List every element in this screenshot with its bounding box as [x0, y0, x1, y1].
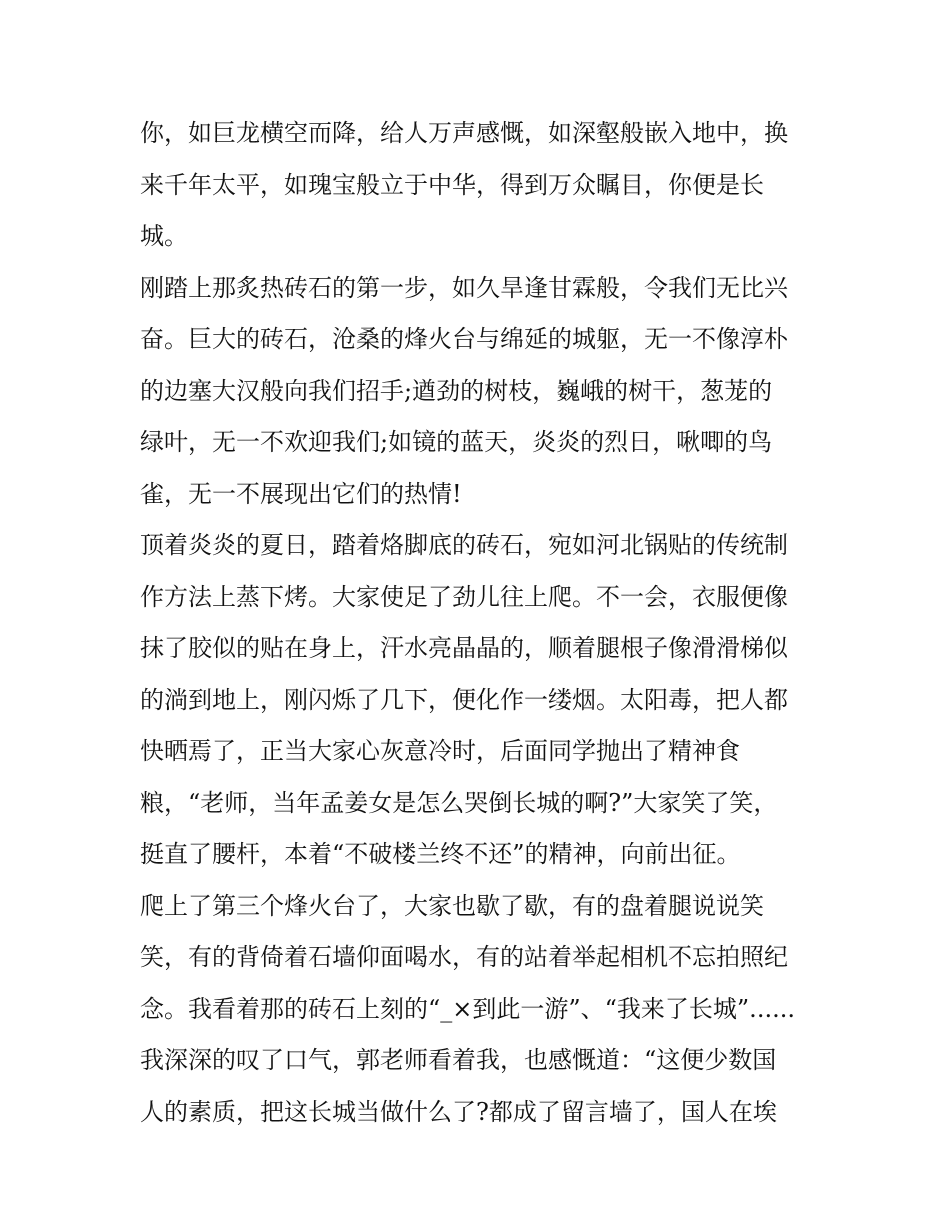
text-line: 粮，“老师，当年孟姜女是怎么哭倒长城的啊?”大家笑了笑，: [140, 788, 778, 817]
text-line: 挺直了腰杆，本着“不破楼兰终不还”的精神，向前出征。: [140, 840, 741, 868]
text-line: 绿叶，无一不欢迎我们;如镜的蓝天，炎炎的烈日，啾唧的鸟: [140, 428, 773, 456]
text-line: 城。: [140, 222, 188, 250]
essay-text: [140, 108, 820, 1138]
text-line: 人的素质，把这长城当做什么了?都成了留言墙了，国人在埃: [140, 1097, 777, 1126]
text-line: 的淌到地上，刚闪烁了几下，便化作一缕烟。太阳毒，把人都: [140, 685, 788, 714]
text-line: 奋。巨大的砖石，沧桑的烽火台与绵延的城躯，无一不像淳朴: [140, 325, 788, 353]
text-line: 你，如巨龙横空而降，给人万声感慨，如深壑般嵌入地中，换: [140, 119, 788, 147]
text-line: 爬上了第三个烽火台了，大家也歇了歇，有的盘着腿说说笑: [140, 891, 764, 920]
text-line: 的边塞大汉般向我们招手;遒劲的树枝，巍峨的树干，葱茏的: [140, 376, 773, 405]
text-line: 来千年太平，如瑰宝般立于中华，得到万众瞩目，你便是长: [140, 170, 764, 199]
text-line: 作方法上蒸下烤。大家使足了劲儿往上爬。不一会，衣服便像: [140, 582, 788, 611]
text-line: 雀，无一不展现出它们的热情!: [140, 479, 462, 508]
text-line: 笑，有的背倚着石墙仰面喝水，有的站着举起相机不忘拍照纪: [140, 943, 788, 971]
text-line: 我深深的叹了口气，郭老师看着我，也感慨道：“这便少数国: [140, 1046, 777, 1074]
text-line: 快晒焉了，正当大家心灰意冷时，后面同学抛出了精神食: [140, 737, 740, 765]
text-line: 念。我看着那的砖石上刻的“_×到此一游”、“我来了长城”......: [140, 994, 795, 1023]
text-line: 刚踏上那炙热砖石的第一步，如久旱逢甘霖般，令我们无比兴: [140, 273, 788, 302]
text-line: 顶着炎炎的夏日，踏着烙脚底的砖石，宛如河北锅贴的传统制: [140, 531, 788, 559]
text-line: 抹了胶似的贴在身上，汗水亮晶晶的，顺着腿根子像滑滑梯似: [140, 634, 788, 662]
